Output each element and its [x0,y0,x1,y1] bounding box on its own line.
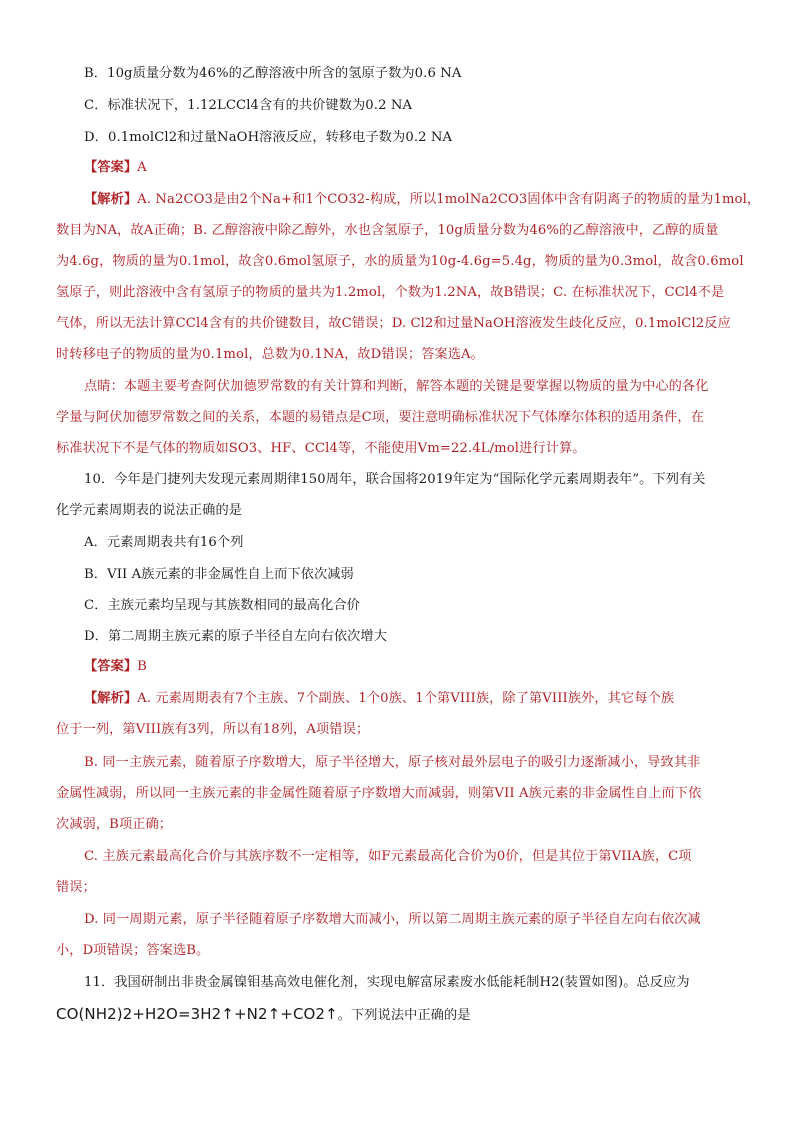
q11-stem-tail: 。下列说法中正确的是 [337,1008,471,1023]
analysis-label: 【解析】 [84,192,138,207]
q9-analysis-line [84,190,774,210]
q11-stem-line: 11．我国研制出非贵金属镍钼基高效电催化剂，实现电解富尿素废水低能耗制H2(装置如图)。总反应为 [84,975,690,990]
analysis-text: A. 元素周期表有7个主族、7个副族、1个0族、1个第VIII族，除了第VIII族外，其它每个族 [137,691,675,706]
analysis-text: A. Na2CO3是由2个Na+和1个CO32-构成，所以1molNa2CO3固体中含有阴离子的物质的量为1mol， [137,192,761,207]
q9-option-d: D．0.1molCl2和过量NaOH溶液反应，转移电子数为0.2 NA [84,130,453,145]
q10-option-a: A．元素周期表共有16个列 [84,535,244,550]
q10-analysis-line: C. 主族元素最高化合价与其族序数不一定相等，如F元素最高化合价为0价，但是其位于第VIIA族，C项 [84,849,692,864]
q10-analysis-line: 小，D项错误；答案选B。 [56,943,210,958]
q10-stem-line: 化学元素周期表的说法正确的是 [56,503,243,518]
q10-analysis-line: 次减弱，B项正确； [56,817,173,832]
q9-point-line: 学量与阿伏加德罗常数之间的关系，本题的易错点是C项，要注意明确标准状况下气体摩尔体积的适用条件，在 [56,410,704,425]
q9-analysis-line: 数目为NA，故A正确；B. 乙醇溶液中除乙醇外，水也含氢原子，10g质量分数为46%的乙醇溶液中，乙醇的质量 [56,223,719,238]
q9-option-b: B．10g质量分数为46%的乙醇溶液中所含的氢原子数为0.6 NA [84,66,462,81]
answer-label: 【答案】 [84,160,138,175]
q9-option-c: C．标准状况下，1.12LCCl4含有的共价键数为0.2 NA [84,98,413,113]
reaction-formula: CO(NH2)2+H2O=3H2↑+N2↑+CO2↑ [56,1005,338,1023]
q9-analysis-line: 为4.6g，物质的量为0.1mol，故含0.6mol氢原子，水的质量为10g-4.6g=5.4g，物质的量为0.3mol，故含0.6mol [56,254,744,269]
answer-value: A [137,160,147,175]
q9-answer [84,158,774,178]
q10-analysis-line: 位于一列，第VIII族有3列，所以有18列，A项错误； [56,722,370,737]
q10-option-b: B．VII A族元素的非金属性自上而下依次减弱 [84,567,354,582]
q9-point-line: 点睛：本题主要考查阿伏加德罗常数的有关计算和判断，解答本题的关键是要掌握以物质的量为中心的各化 [84,379,709,394]
q9-analysis-line: 时转移电子的物质的量为0.1mol，总数为0.1NA，故D错误；答案选A。 [56,347,484,362]
q10-analysis-line: D. 同一周期元素，原子半径随着原子序数增大而减小，所以第二周期主族元素的原子半径自左向右依次减 [84,912,701,927]
answer-label: 【答案】 [84,659,138,674]
q10-analysis-line: 错误； [56,880,96,895]
q9-analysis-line: 气体，所以无法计算CCl4含有的共价键数目，故C错误；D. Cl2和过量NaOH溶液发生歧化反应，0.1molCl2反应 [56,316,731,331]
q11-stem-line [56,1004,746,1026]
q10-analysis-line: 金属性减弱，所以同一主族元素的非金属性随着原子序数增大而减弱，则第VII A族元素的非金属性自上而下依 [56,786,702,801]
q9-analysis-line: 氢原子，则此溶液中含有氢原子的物质的量共为1.2mol，个数为1.2NA，故B错误；C. 在标准状况下，CCl4不是 [56,285,725,300]
analysis-label: 【解析】 [84,691,138,706]
q10-analysis-line: B. 同一主族元素，随着原子序数增大，原子半径增大，原子核对最外层电子的吸引力逐渐减小，导致其非 [84,755,701,770]
answer-value: B [137,659,147,674]
q10-stem-line: 10．今年是门捷列夫发现元素周期律150周年，联合国将2019年定为“国际化学元素周期表年”。下列有关 [84,472,706,487]
q10-answer [84,657,774,677]
q9-point-line: 标准状况下不是气体的物质如SO3、HF、CCl4等，不能使用Vm=22.4L/mol进行计算。 [56,441,586,456]
q10-option-d: D．第二周期主族元素的原子半径自左向右依次增大 [84,629,387,644]
q10-option-c: C．主族元素均呈现与其族数相同的最高化合价 [84,598,360,613]
q10-analysis-line [84,689,774,709]
